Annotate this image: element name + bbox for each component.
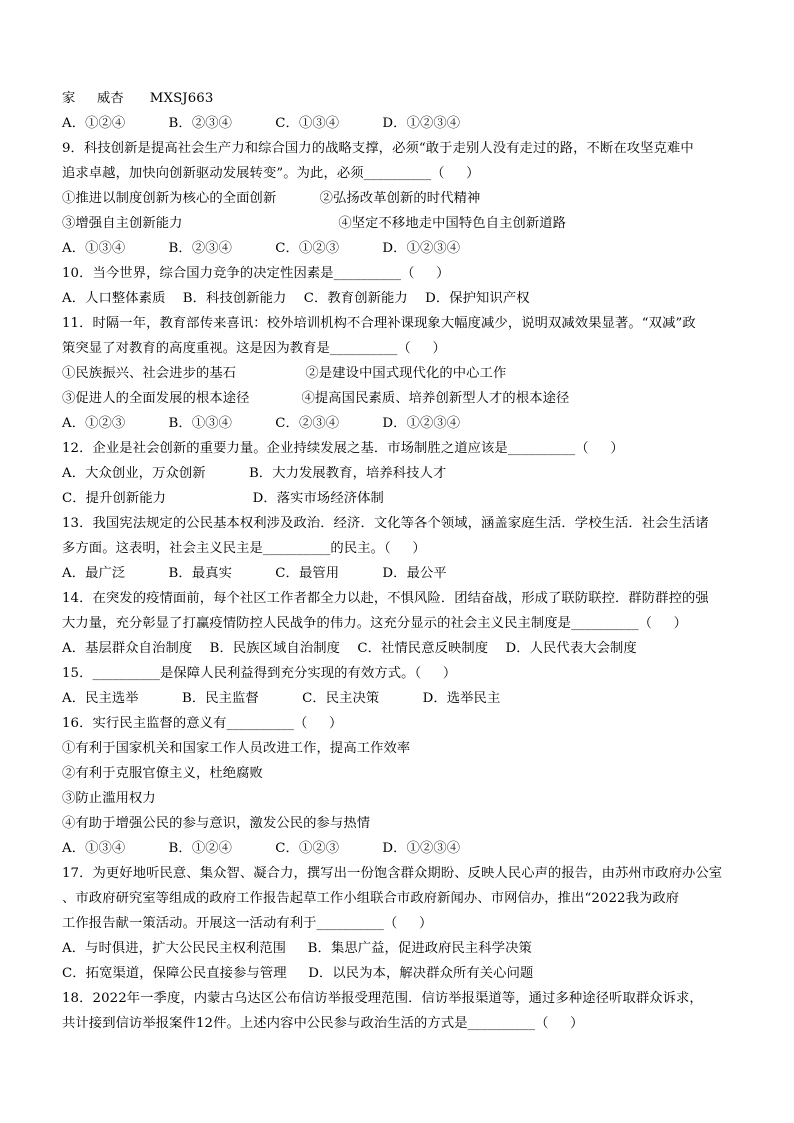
- q15-options: A．民主选举 B．民主监督 C．民主决策 D．选举民主: [62, 691, 501, 706]
- q13-stem-line2: 多方面。这表明，社会主义民主是__________的民主。（ ）: [62, 541, 426, 556]
- q13-stem-line1: 13．我国宪法规定的公民基本权利涉及政治．经济．文化等各个领域，涵盖家庭生活．学校生活．社会生活诸: [62, 516, 709, 531]
- q14-stem-line2: 大力量，充分彰显了打赢疫情防控人民战争的伟力。这充分显示的社会主义民主制度是__________（ ）: [62, 616, 687, 631]
- q14-options: A．基层群众自治制度 B．民族区域自治制度 C．社情民意反映制度 D．人民代表大会制度: [62, 641, 637, 656]
- q9-item-1-2: ①推进以制度创新为核心的全面创新 ②弘扬改革创新的时代精神: [62, 191, 481, 206]
- q17-stem-line2: 、市政府研究室等组成的政府工作报告起草工作小组联合市政府新闻办、市网信办，推出“2022我为政府: [62, 891, 680, 906]
- q16-item-1: ①有利于国家机关和国家工作人员改进工作，提高工作效率: [62, 741, 411, 756]
- q9-stem-line1: 9．科技创新是提高社会生产力和综合国力的战略支撑，必须“敢于走别人没有走过的路，不断在攻坚克难中: [62, 141, 694, 156]
- q9-options: A．①③④ B．②③④ C．①②③ D．①②③④: [62, 241, 461, 256]
- q10-options: A．人口整体素质 B．科技创新能力 C．教育创新能力 D．保护知识产权: [62, 291, 530, 306]
- q9-item-3-4: ③增强自主创新能力 ④坚定不移地走中国特色自主创新道路: [62, 216, 567, 231]
- q15-stem: 15．__________是保障人民利益得到充分实现的有效方式。（ ）: [62, 666, 457, 681]
- q11-options: A．①②③ B．①③④ C．②③④ D．①②③④: [62, 416, 461, 431]
- q17-stem-line1: 17．为更好地听民意、集众智、凝合力，撰写出一份饱含群众期盼、反映人民心声的报告，由苏州市政府办公室: [62, 866, 723, 881]
- q16-item-2: ②有利于克服官僚主义，杜绝腐败: [62, 766, 263, 781]
- q11-stem-line2: 策突显了对教育的高度重视。这是因为教育是__________（ ）: [62, 341, 446, 356]
- q10-stem: 10．当今世界，综合国力竞争的决定性因素是__________（ ）: [62, 266, 450, 281]
- q11-item-3-4: ③促进人的全面发展的根本途径 ④提高国民素质、培养创新型人才的根本途径: [62, 391, 570, 406]
- q17-options-cd: C．拓宽渠道，保障公民直接参与管理 D．以民为本，解决群众所有关心问题: [62, 966, 534, 981]
- q9-stem-line2: 追求卓越，加快向创新驱动发展转变”。为此，必须__________（ ）: [62, 166, 480, 181]
- q17-stem-line3: 工作报告献一策活动。开展这一活动有利于__________（ ）: [62, 916, 433, 931]
- q18-stem-line1: 18．2022年一季度，内蒙古乌达区公布信访举报受理范围．信访举报渠道等，通过多种途径听取群众诉求，: [62, 991, 703, 1006]
- q12-stem: 12．企业是社会创新的重要力量。企业持续发展之基．市场制胜之道应该是__________（ ）: [62, 441, 624, 456]
- q11-item-1-2: ①民族振兴、社会进步的基石 ②是建设中国式现代化的中心工作: [62, 366, 507, 381]
- q16-options: A．①③④ B．①②④ C．①②③ D．①②③④: [62, 841, 461, 856]
- q16-stem: 16．实行民主监督的意义有__________（ ）: [62, 716, 343, 731]
- q11-stem-line1: 11．时隔一年，教育部传来喜讯：校外培训机构不合理补课现象大幅度减少，说明双减效果显著。“双减”政: [62, 316, 696, 331]
- q8-options: A．①②④ B．②③④ C．①③④ D．①②③④: [62, 116, 461, 131]
- q14-stem-line1: 14．在突发的疫情面前，每个社区工作者都全力以赴，不惧风险．团结奋战，形成了联防联控．群防群控的强: [62, 591, 709, 606]
- q17-options-ab: A．与时俱进，扩大公民民主权利范围 B．集思广益，促进政府民主科学决策: [62, 941, 532, 956]
- q12-options-ab: A．大众创业，万众创新 B．大力发展教育，培养科技人才: [62, 466, 447, 481]
- q18-stem-line2: 共计接到信访举报案件12件。上述内容中公民参与政治生活的方式是__________（ ）: [62, 1016, 584, 1031]
- q13-options: A．最广泛 B．最真实 C．最管用 D．最公平: [62, 566, 447, 581]
- header-line: 家 威杏 MXSJ663: [62, 91, 214, 106]
- q16-item-4: ④有助于增强公民的参与意识，激发公民的参与热情: [62, 816, 371, 831]
- exam-page: [62, 90, 742, 1040]
- q16-item-3: ③防止滥用权力: [62, 791, 156, 806]
- q12-options-cd: C．提升创新能力 D．落实市场经济体制: [62, 491, 384, 506]
